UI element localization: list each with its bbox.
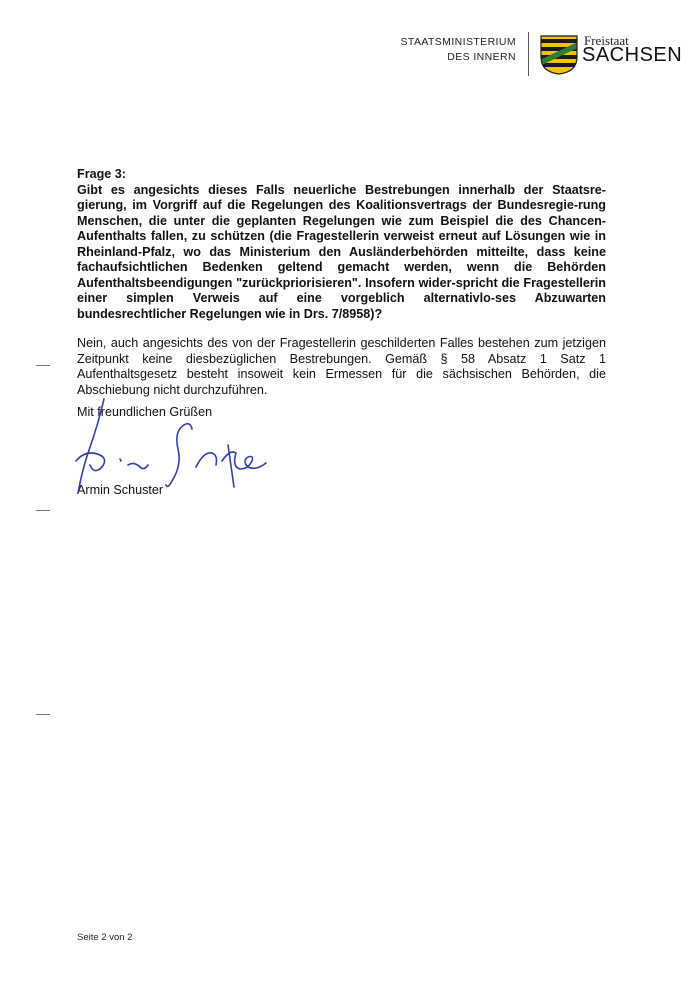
fold-mark	[36, 714, 50, 715]
state-label-large: SACHSEN	[582, 44, 683, 66]
state-label-small: Freistaat	[584, 33, 629, 48]
closing-greeting: Mit freundlichen Grüßen	[77, 405, 213, 419]
question-block	[77, 167, 606, 322]
signer-name: Armin Schuster	[77, 483, 164, 497]
ministry-name-line2: DES INNERN	[447, 50, 516, 63]
question-heading: Frage 3:	[77, 167, 126, 181]
punch-mark	[36, 510, 50, 511]
answer-text: Nein, auch angesichts des von der Fragestellerin geschilderten Falles bestehen zum jetzigen Zeitpunkt keine diesbezüglichen Bestrebungen. Gemäß § 58 Absatz 1 Satz 1 Aufenthaltsgesetz besteht insoweit kein Ermessen für die sächsischen Behörden, die Abschiebung nicht durchzuführen.	[77, 336, 606, 397]
fold-mark	[36, 365, 50, 366]
page-number: Seite 2 von 2	[77, 932, 133, 943]
ministry-name-line1: STAATSMINISTERIUM	[400, 36, 516, 48]
handwritten-signature-icon	[72, 395, 272, 495]
header-divider	[528, 32, 529, 76]
saxony-coat-of-arms-icon	[540, 35, 578, 75]
ministry-name	[380, 35, 516, 64]
question-text: Gibt es angesichts dieses Falls neuerliche Bestrebungen innerhalb der Staatsre-gierung, im Vorgriff auf die Regelungen des Koalitionsvertrags der Bundesregie-rung Menschen, die unter die geplanten Regelungen wie zum Beispiel die des Chancen-Aufenthalts fallen, zu schützen (die Fragestellerin verweist erneut auf Lösungen wie in Rheinland-Pfalz, wo das Ministerium den Ausländerbehörden mitteilte, dass keine fachaufsichtlichen Bedenken geltend gemacht werden, wenn die Behörden Aufenthaltsbeendigungen "zurückpriorisieren". Insofern wider-spricht die Fragestellerin einer simplen Verweis auf eine vorgeblich alternativlo-ses Abzuwarten bundesrechtlicher Regelungen wie in Drs. 7/8958)?	[77, 182, 606, 321]
